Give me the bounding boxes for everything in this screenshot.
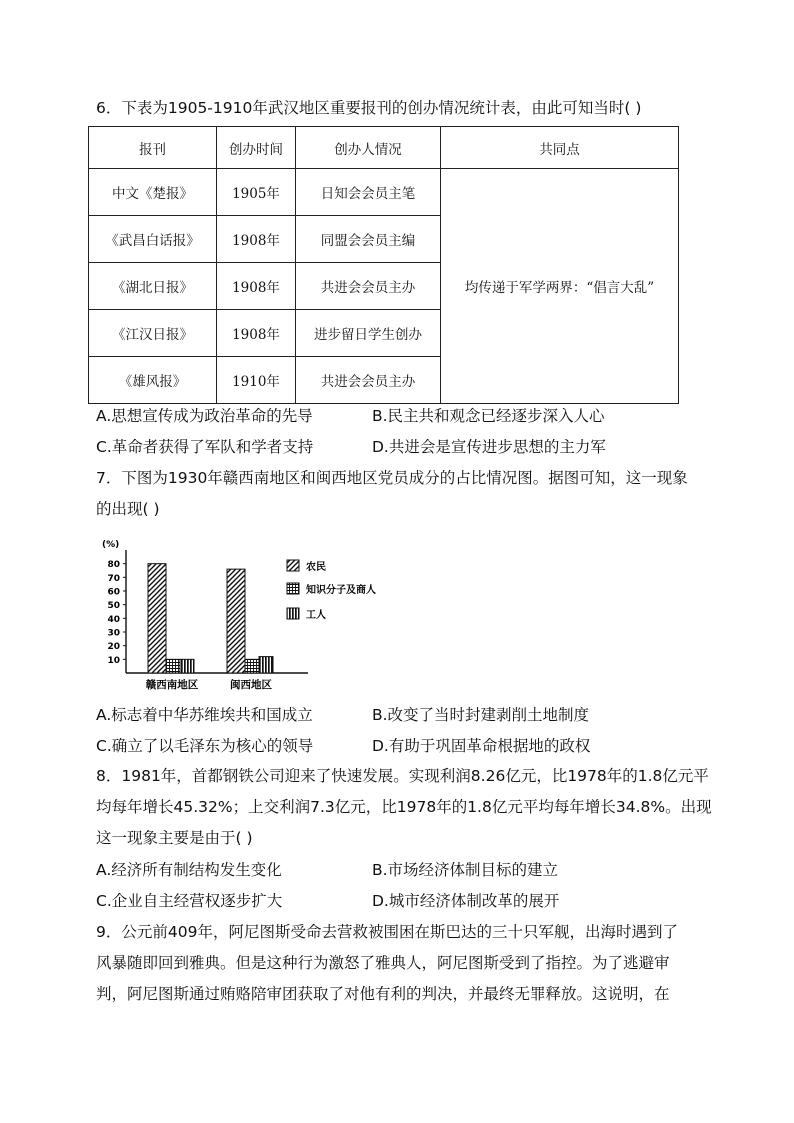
q7-stem-line2: 的出现( ) (96, 500, 160, 518)
q8-option-b: B.市场经济体制目标的建立 (372, 861, 559, 879)
cell-year: 1905年 (217, 169, 296, 216)
q8-line3: 这一现象主要是由于( ) (96, 829, 253, 847)
q9-line1: 9．公元前409年，阿尼图斯受命去营救被围困在斯巴达的三十只军舰，出海时遇到了 (96, 923, 678, 941)
header-common-point: 共同点 (441, 127, 679, 169)
q8-option-d: D.城市经济体制改革的展开 (372, 892, 560, 910)
q6-stem: 6．下表为1905-1910年武汉地区重要报刊的创办情况统计表，由此可知当时( ) (96, 99, 642, 117)
q7-stem-line1: 7．下图为1930年赣西南地区和闽西地区党员成分的占比情况图。据图可知，这一现象 (96, 469, 688, 487)
cell-year: 1908年 (217, 263, 296, 310)
y-axis-unit-label: (%) (102, 540, 120, 550)
cell-year: 1910年 (217, 357, 296, 404)
q9-line2: 风暴随即回到雅典。但是这种行为激怒了雅典人，阿尼图斯受到了指控。为了逃避审 (96, 954, 670, 972)
x-category-label: 闽西地区 (230, 679, 272, 691)
table-row (89, 169, 679, 216)
y-tick-label: 30 (107, 628, 120, 639)
cell-founder: 共进会会员主办 (296, 357, 441, 404)
x-category-label: 赣西南地区 (145, 679, 199, 691)
q8-option-c: C.企业自主经营权逐步扩大 (96, 892, 283, 910)
cell-newspaper: 《雄风报》 (89, 357, 217, 404)
cell-newspaper: 《湖北日报》 (89, 263, 217, 310)
q7-option-b: B.改变了当时封建剥削土地制度 (372, 706, 590, 724)
q9-line3: 判，阿尼图斯通过贿赂陪审团获取了对他有利的判决，并最终无罪释放。这说明，在 (96, 985, 670, 1003)
legend-label: 工人 (306, 610, 326, 621)
legend-swatch (287, 560, 299, 571)
bar-workers (180, 659, 194, 673)
bar-peasants (148, 564, 166, 673)
cell-year: 1908年 (217, 310, 296, 357)
cell-founder: 日知会会员主笔 (296, 169, 441, 216)
cell-founder: 进步留日学生创办 (296, 310, 441, 357)
legend-swatch (287, 583, 299, 594)
q7-option-d: D.有助于巩固革命根据地的政权 (372, 737, 591, 755)
header-newspaper: 报刊 (89, 127, 217, 169)
q6-option-c: C.革命者获得了军队和学者支持 (96, 438, 314, 456)
header-founder: 创办人情况 (296, 127, 441, 169)
cell-founder: 共进会会员主办 (296, 263, 441, 310)
header-founded-time: 创办时间 (217, 127, 296, 169)
y-tick-label: 60 (107, 587, 120, 598)
q8-line2: 均每年增长45.32%；上交利润7.3亿元，比1978年的1.8亿元平均每年增长34.8%。出现 (96, 798, 712, 816)
bar-intellectuals-merchants (166, 659, 180, 673)
q7-option-a: A.标志着中华苏维埃共和国成立 (96, 706, 313, 724)
cell-year: 1908年 (217, 216, 296, 263)
newspaper-table (88, 126, 679, 404)
bar-chart-svg (94, 536, 404, 696)
q6-option-b: B.民主共和观念已经逐步深入人心 (372, 407, 605, 425)
y-tick-label: 80 (107, 560, 120, 571)
cell-founder: 同盟会会员主编 (296, 216, 441, 263)
bar-intellectuals-merchants (245, 659, 259, 673)
cell-newspaper: 中文《楚报》 (89, 169, 217, 216)
y-tick-label: 50 (107, 601, 120, 612)
y-tick-label: 20 (107, 642, 120, 653)
legend-label: 知识分子及商人 (306, 585, 376, 596)
legend-swatch (287, 608, 299, 619)
cell-newspaper: 《武昌白话报》 (89, 216, 217, 263)
cell-newspaper: 《江汉日报》 (89, 310, 217, 357)
bar-peasants (227, 569, 245, 673)
bar-workers (259, 657, 273, 673)
legend-label: 农民 (306, 562, 326, 573)
y-tick-label: 10 (107, 655, 120, 666)
q7-option-c: C.确立了以毛泽东为核心的领导 (96, 737, 314, 755)
y-tick-label: 70 (107, 573, 120, 584)
cell-common-point: 均传递于军学两界：“倡言大乱” (441, 169, 679, 404)
q8-line1: 8．1981年，首都钢铁公司迎来了快速发展。实现利润8.26亿元，比1978年的1.8亿元平 (96, 767, 709, 785)
y-tick-label: 40 (107, 614, 120, 625)
party-member-chart (94, 536, 404, 696)
q6-option-a: A.思想宣传成为政治革命的先导 (96, 407, 313, 425)
table-header-row (89, 127, 679, 169)
q6-option-d: D.共进会是宣传进步思想的主力军 (372, 438, 606, 456)
q8-option-a: A.经济所有制结构发生变化 (96, 861, 282, 879)
